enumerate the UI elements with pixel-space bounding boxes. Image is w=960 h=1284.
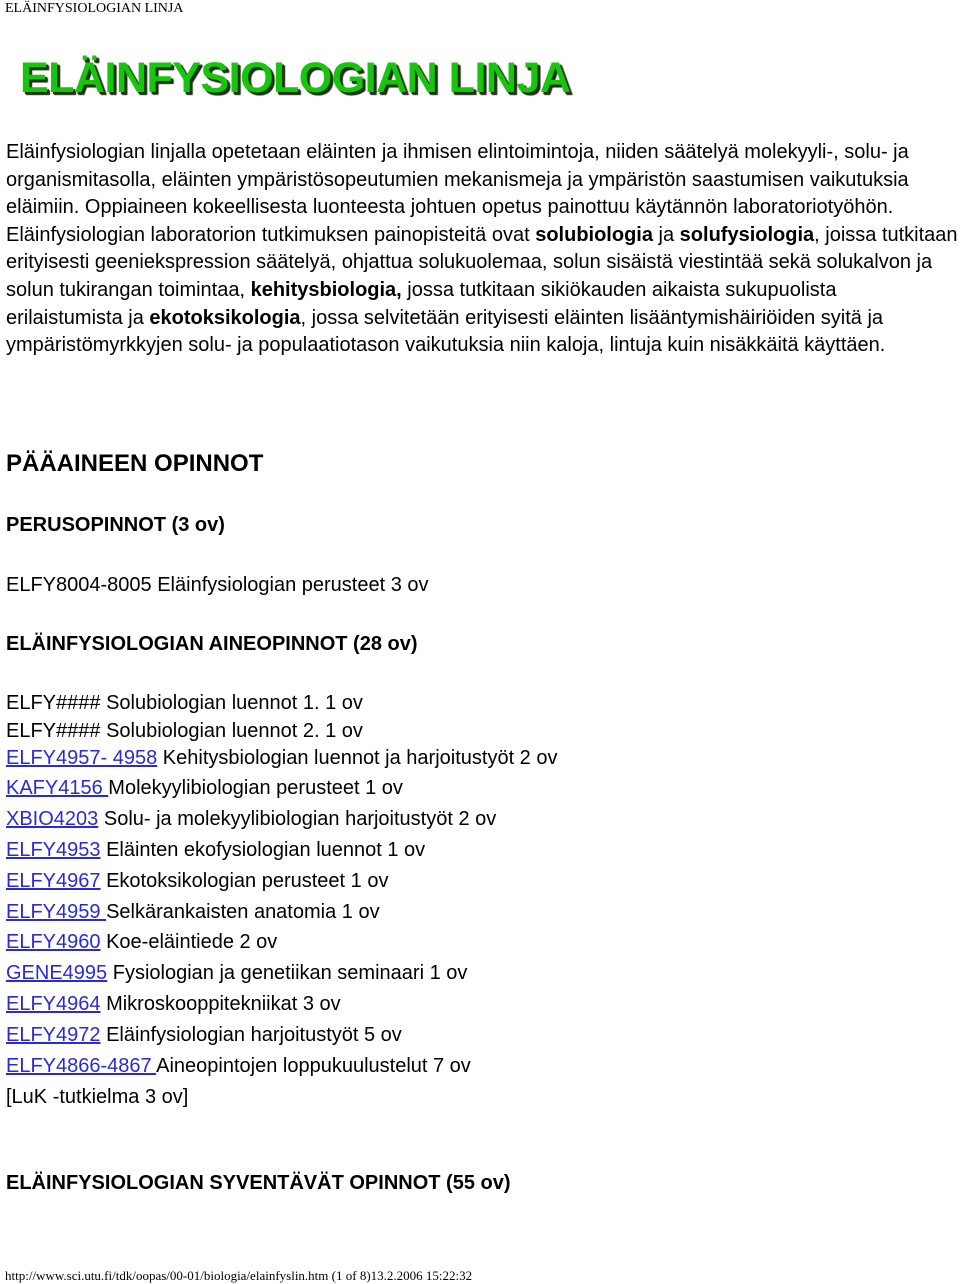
course-line [6,806,496,832]
print-header: ELÄINFYSIOLOGIAN LINJA [5,1,184,16]
intro-text-2: ja [652,223,680,246]
intro-bold-kehitysbiologia: kehitysbiologia, [250,278,402,301]
course-code-link[interactable]: GENE4995 [6,962,108,984]
course-text: Aineopintojen loppukuulustelut 7 ov [156,1055,471,1077]
intro-text-5: , jossa selvitetään erityisesti eläinten lisääntymishäiriöiden syitä ja ympäristömyrkkyjen solu- ja populaatiotason vaikutuksia niin kaloja, lintuja kuin nisäkkäitä käyttäen. [6,306,886,357]
course-code-link[interactable]: ELFY4960 [6,931,101,953]
course-line [6,1022,402,1048]
course-text: Mikroskooppitekniikat 3 ov [100,993,341,1015]
intro-text-3: , joissa tutkitaan erityisesti geeniekspression säätelyä, ohjattua solukuolemaa, solun sisäistä viestintää sekä solukalvon ja solun tukirangan toimintaa, [6,223,958,301]
course-text: Fysiologian ja genetiikan seminaari 1 ov [107,962,468,984]
course-text: ELFY#### Solubiologian luennot 1. 1 ov [6,692,363,714]
intro-bold-solufysiologia: solufysiologia [679,223,815,246]
course-line [6,960,467,986]
course-text: Molekyylibiologian perusteet 1 ov [108,777,403,799]
course-line [6,929,277,955]
intermediate-studies-heading: ELÄINFYSIOLOGIAN AINEOPINNOT (28 ov) [6,633,418,655]
thesis-note: [LuK -tutkielma 3 ov] [6,1086,189,1108]
course-code-link[interactable]: ELFY4957- 4958 [6,747,158,769]
course-text: Eläinfysiologian harjoitustyöt 5 ov [100,1024,402,1046]
course-line [6,991,341,1017]
main-studies-heading: PÄÄAINEEN OPINNOT [6,450,264,477]
intro-text-4: jossa tutkitaan sikiökauden aikaista sukupuolista erilaistumista ja [6,278,837,329]
course-code-link[interactable]: XBIO4203 [6,808,99,830]
course-code-link[interactable]: ELFY4967 [6,870,101,892]
course-code-link[interactable]: ELFY4964 [6,993,101,1015]
course-line [6,690,363,716]
course-line [6,775,403,801]
course-text: Selkärankaisten anatomia 1 ov [106,901,380,923]
course-text: Kehitysbiologian luennot ja harjoitustyöt 2 ov [157,747,558,769]
course-line [6,745,558,771]
course-code-link[interactable]: KAFY4156 [6,777,109,799]
course-line [6,837,425,863]
course-line [6,1053,471,1079]
course-text: Ekotoksikologian perusteet 1 ov [100,870,389,892]
page-banner-title: ELÄINFYSIOLOGIAN LINJA [20,54,571,102]
course-text: ELFY#### Solubiologian luennot 2. 1 ov [6,720,363,742]
course-text: Solu- ja molekyylibiologian harjoitustyöt 2 ov [98,808,497,830]
intro-bold-ekotoksikologia: ekotoksikologia [149,306,301,329]
course-code-link[interactable]: ELFY4866-4867 [6,1055,157,1077]
course-text: Eläinten ekofysiologian luennot 1 ov [100,839,426,861]
advanced-studies-heading: ELÄINFYSIOLOGIAN SYVENTÄVÄT OPINNOT (55 ov) [6,1172,511,1194]
print-footer-url: http://www.sci.utu.fi/tdk/oopas/00-01/biologia/elainfyslin.htm (1 of 8)13.2.2006 15:22:32 [5,1268,473,1283]
course-line [6,868,388,894]
intro-bold-solubiologia: solubiologia [535,223,653,246]
course-line [6,718,363,744]
course-code-link[interactable]: ELFY4959 [6,901,107,923]
intro-paragraph [6,139,958,360]
course-line [6,899,380,925]
course-code-link[interactable]: ELFY4953 [6,839,101,861]
intro-section [6,139,958,360]
intro-text-1: Eläinfysiologian linjalla opetetaan eläinten ja ihmisen elintoimintoja, niiden säätelyä molekyyli-, solu- ja organismitasolla, eläinten ympäristösopeutumien mekanismeja ja ympäristön saastumisen vaikutuksia eläimiin. Oppiaineen kokeellisesta luonteesta johtuen opetus painottuu käytännön laboratoriotyöhön. Eläinfysiologian laboratorion tutkimuksen painopisteitä ovat [6,141,909,246]
basic-studies-course: ELFY8004-8005 Eläinfysiologian perusteet 3 ov [6,574,429,596]
course-code-link[interactable]: ELFY4972 [6,1024,101,1046]
course-text: Koe-eläintiede 2 ov [100,931,278,953]
basic-studies-heading: PERUSOPINNOT (3 ov) [6,514,225,536]
